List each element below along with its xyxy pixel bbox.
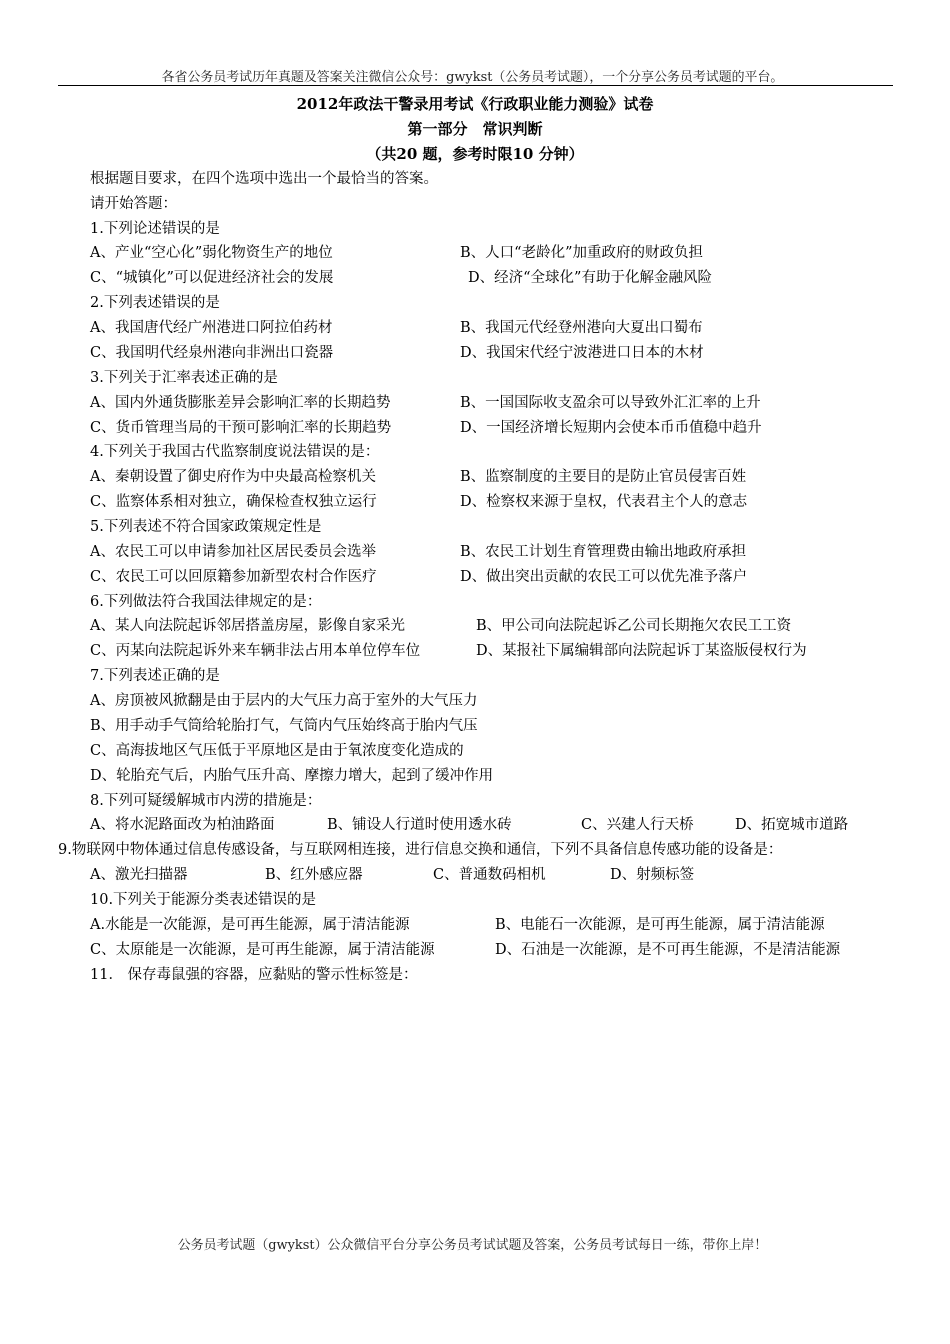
option-c: C、高海拔地区气压低于平原地区是由于氧浓度变化造成的	[90, 743, 464, 759]
page-footer: 公务员考试题（gwykst）公众微信平台分享公务员考试试题及答案，公务员考试每日一练，带你上岸！	[177, 1238, 768, 1253]
question-stem: 7.下列表述正确的是	[90, 668, 220, 684]
option-c: C、“城镇化”可以促进经济社会的发展	[90, 270, 334, 286]
option-a: A、产业“空心化”弱化物资生产的地位	[90, 245, 333, 261]
option-b: B、我国元代经登州港向大夏出口蜀布	[460, 320, 703, 336]
option-b: B、用手动手气筒给轮胎打气，气筒内气压始终高于胎内气压	[90, 718, 478, 734]
option-c: C、兴建人行天桥	[581, 817, 694, 833]
option-c: C、丙某向法院起诉外来车辆非法占用本单位停车位	[90, 643, 421, 659]
option-b: B、监察制度的主要目的是防止官员侵害百姓	[460, 469, 747, 485]
question-stem: 2.下列表述错误的是	[90, 295, 220, 311]
option-b: B、甲公司向法院起诉乙公司长期拖欠农民工工资	[476, 618, 792, 634]
option-d: D、某报社下属编辑部向法院起诉丁某盗版侵权行为	[476, 643, 807, 659]
option-c: C、我国明代经泉州港向非洲出口瓷器	[90, 345, 334, 361]
option-c: C、普通数码相机	[433, 867, 546, 883]
option-d: D、经济“全球化”有助于化解金融风险	[468, 270, 712, 286]
part-title: 第一部分 常识判断	[407, 120, 543, 138]
header-divider	[58, 85, 893, 86]
option-c: C、太原能是一次能源，是可再生能源，属于清洁能源	[90, 942, 435, 958]
option-b: B、农民工计划生育管理费由输出地政府承担	[460, 544, 747, 560]
option-d: D、拓宽城市道路	[735, 817, 849, 833]
option-a: A.水能是一次能源，是可再生能源，属于清洁能源	[90, 917, 410, 933]
option-a: A、某人向法院起诉邻居搭盖房屋，影像自家采光	[90, 618, 405, 634]
option-a: A、房顶被风掀翻是由于层内的大气压力高于室外的大气压力	[90, 693, 478, 709]
option-d: D、石油是一次能源，是不可再生能源，不是清洁能源	[495, 942, 841, 958]
question-stem: 8.下列可疑缓解城市内涝的措施是：	[90, 793, 322, 809]
option-a: A、激光扫描器	[90, 867, 188, 883]
option-b: B、电能石一次能源，是可再生能源，属于清洁能源	[495, 917, 825, 933]
option-b: B、人口“老龄化”加重政府的财政负担	[460, 245, 703, 261]
option-d: D、做出突出贡献的农民工可以优先准予落户	[460, 569, 748, 585]
option-c: C、监察体系相对独立，确保检查权独立运行	[90, 494, 377, 510]
question-stem: 9.物联网中物体通过信息传感设备，与互联网相连接，进行信息交换和通信，下列不具备信息传感功能的设备是：	[58, 842, 783, 858]
question-stem: 6.下列做法符合我国法律规定的是：	[90, 594, 322, 610]
option-b: B、红外感应器	[265, 867, 363, 883]
option-a: A、国内外通货膨胀差异会影响汇率的长期趋势	[90, 395, 391, 411]
option-b: B、一国国际收支盈余可以导致外汇汇率的上升	[460, 395, 761, 411]
option-c: C、农民工可以回原籍参加新型农村合作医疗	[90, 569, 377, 585]
instruction-text: 根据题目要求，在四个选项中选出一个最恰当的答案。	[90, 171, 438, 187]
option-c: C、货币管理当局的干预可影响汇率的长期趋势	[90, 420, 392, 436]
question-stem: 5.下列表述不符合国家政策规定性是	[90, 519, 322, 535]
start-text: 请开始答题：	[90, 196, 177, 212]
exam-title: 2012年政法干警录用考试《行政职业能力测验》试卷	[296, 95, 654, 113]
option-d: D、轮胎充气后，内胎气压升高、摩擦力增大，起到了缓冲作用	[90, 768, 494, 784]
question-stem: 4.下列关于我国古代监察制度说法错误的是：	[90, 444, 380, 460]
option-a: A、我国唐代经广州港进口阿拉伯药材	[90, 320, 333, 336]
part-note: （共20 题，参考时限10 分钟）	[366, 145, 584, 163]
option-d: D、射频标签	[610, 867, 695, 883]
question-stem: 11． 保存毒鼠强的容器，应黏贴的警示性标签是：	[90, 967, 418, 983]
page-header: 各省公务员考试历年真题及答案关注微信公众号：gwykst（公务员考试题），一个分享公务员考试题的平台。	[161, 70, 784, 85]
option-a: A、秦朝设置了御史府作为中央最高检察机关	[90, 469, 376, 485]
question-stem: 1.下列论述错误的是	[90, 221, 220, 237]
question-stem: 10.下列关于能源分类表述错误的是	[90, 892, 317, 908]
question-stem: 3.下列关于汇率表述正确的是	[90, 370, 278, 386]
option-d: D、检察权来源于皇权，代表君主个人的意志	[460, 494, 748, 510]
option-a: A、农民工可以申请参加社区居民委员会选举	[90, 544, 376, 560]
option-a: A、将水泥路面改为柏油路面	[90, 817, 275, 833]
option-b: B、铺设人行道时使用透水砖	[327, 817, 512, 833]
option-d: D、我国宋代经宁波港进口日本的木材	[460, 345, 704, 361]
option-d: D、一国经济增长短期内会使本币币值稳中趋升	[460, 420, 762, 436]
